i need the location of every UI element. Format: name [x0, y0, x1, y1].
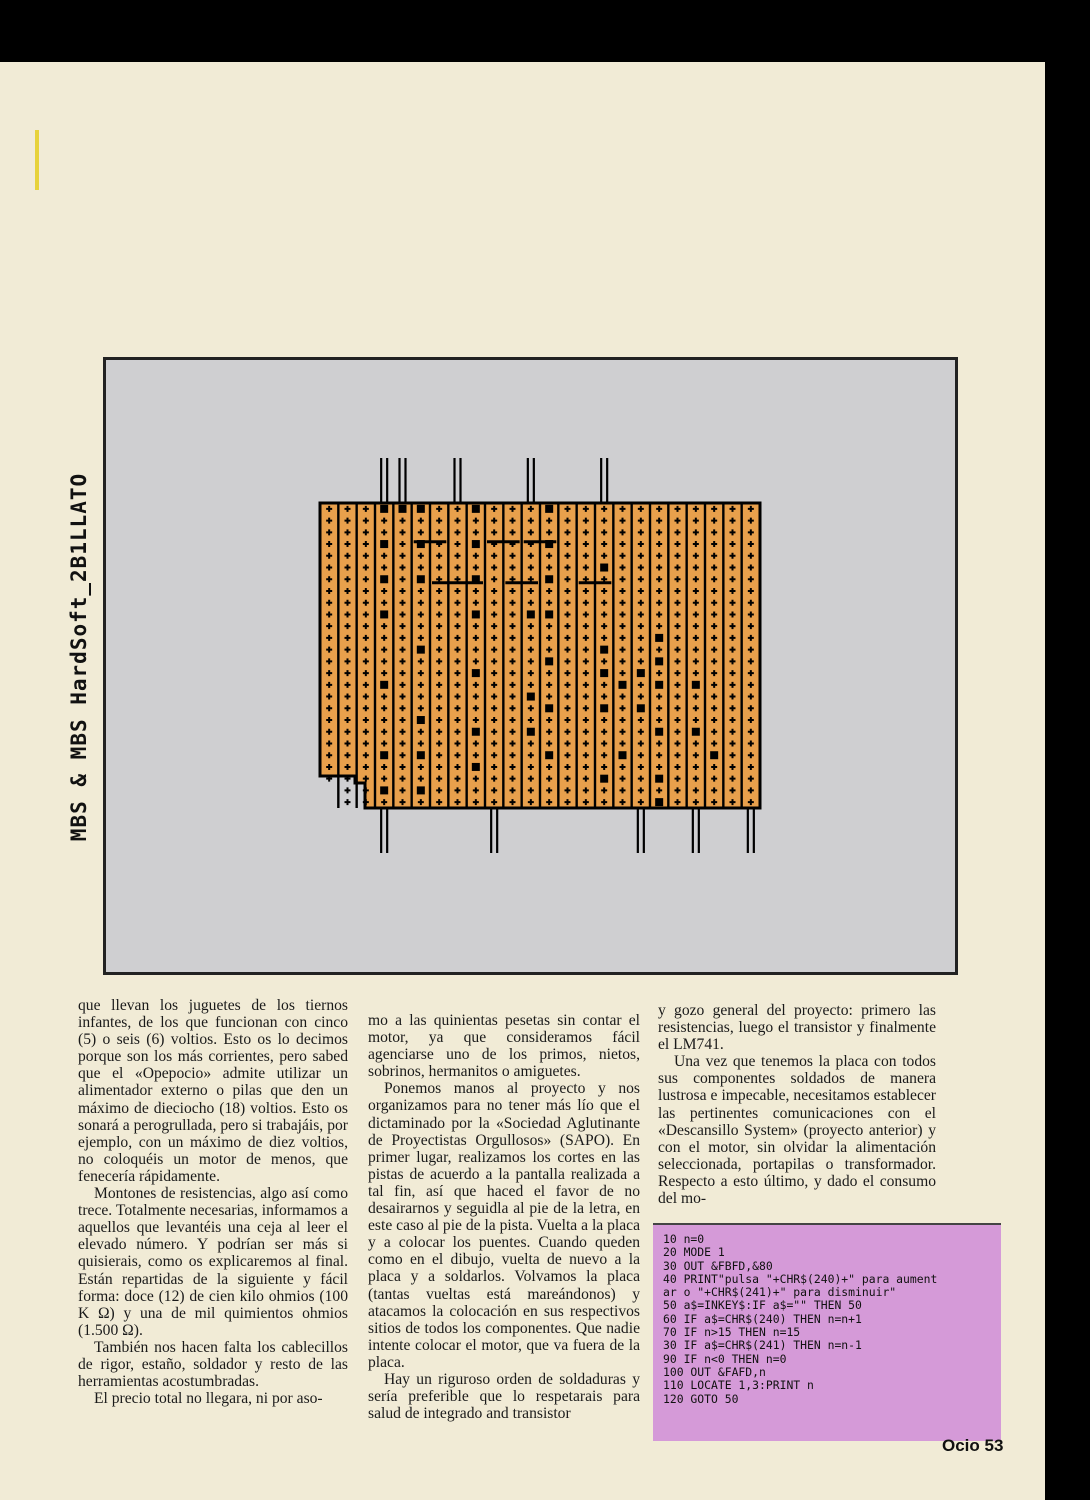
listing-line: 70 IF n>15 THEN n=15 [663, 1325, 801, 1340]
paragraph: Una vez que tenemos la placa con todos sus componentes soldados de manera lustrosa e impecable, necesitamos establecer las pertinentes comunicaciones con el «Descansillo System» (proyecto anterior) y con el motor, sin olvidar la alimentación seleccionada, portapilas o transformador. Respecto a esto último, y dado el consumo del mo- [658, 1053, 936, 1208]
paragraph: El precio total no llegara, ni por aso- [94, 1390, 323, 1408]
component-pad [692, 681, 700, 689]
listing-line: 50 a$=INKEY$:IF a$="" THEN 50 [663, 1298, 862, 1313]
component-pad [472, 728, 480, 736]
text-column-2 [368, 1012, 640, 1422]
component-pad [692, 728, 700, 736]
component-pad [380, 505, 388, 513]
component-pad [417, 505, 425, 513]
component-pad [472, 540, 480, 548]
paragraph: Hay un riguroso orden de soldaduras y sería preferible que lo respetarais para salud de integrado and transistor [368, 1370, 640, 1423]
page-folio: Ocio 53 [942, 1436, 1004, 1455]
component-pad [600, 704, 608, 712]
paragraph: Montones de resistencias, algo así como trece. Totalmente necesarias, informamos a aquellos que levantéis una ceja al leer el elevado número. Y podrían ser más si quisierais, como os explicaremos al final. Están repartidas de la siguiente y fácil forma: doce (12) de cien kilo ohmios (100 K Ω) y una de mil quimientos ohmios (1.500 Ω). [78, 1185, 348, 1339]
component-pad [417, 751, 425, 759]
code-listing [653, 1225, 1001, 1406]
paragraph: que llevan los juguetes de los tiernos infantes, de los que funcionan con cinco (5) o seis (6) voltios. Esto os lo decimos porque son los más corrientes, pero sabed que el «Opepocio» admite utilizar un alimentador externo o pilas que den un máximo de dieciocho (18) voltios. Esto os sonará a perogrullada, pero si trabajáis, por ejemplo, con un máximo de diez voltios, no coloquéis un motor de menos, que fenecería rápidamente. [78, 997, 348, 1185]
spine-color-mark [35, 130, 39, 190]
component-pad [655, 798, 663, 806]
hole-mark [345, 799, 351, 805]
listing-line: 100 OUT &FAFD,n [663, 1364, 766, 1379]
component-pad [545, 657, 553, 665]
component-pad [600, 669, 608, 677]
listing-line: ar o "+CHR$(241)+" para disminuir" [663, 1285, 897, 1300]
component-pad [472, 669, 480, 677]
component-pad [655, 681, 663, 689]
stripboard-figure [103, 357, 958, 975]
listing-line: 60 IF a$=CHR$(240) THEN n=n+1 [663, 1311, 862, 1326]
component-pad [380, 786, 388, 794]
component-pad [417, 646, 425, 654]
component-pad [655, 728, 663, 736]
listing-line: 90 IF n<0 THEN n=0 [663, 1351, 787, 1366]
component-pad [545, 505, 553, 513]
component-pad [417, 716, 425, 724]
paragraph: mo a las quinientas pesetas sin contar el motor, ya que consideramos fácil agenciarse uno de los primos, nietos, sobrinos, hermanitos o amiguetes. [368, 1012, 640, 1081]
component-pad [472, 610, 480, 618]
component-pad [545, 704, 553, 712]
component-pad [619, 681, 627, 689]
listing-line: 20 MODE 1 [663, 1245, 725, 1260]
paragraph: Ponemos manos al proyecto y nos organizamos para no tener más lío que el dictaminado por la «Sociedad Aglutinante de Proyectistas Orgullosos» (SAPO). En primer lugar, realizamos los cortes en las pistas de acuerdo a la pantalla realizada a tal fin, así que haced el favor de no desairarnos y seguidla al pie de la letra, en este caso al pie de la pista. Vuelta a la placa y a colocar los puentes. Cuando queden como en el dibujo, vuelta de nuevo a la placa y a soldarlos. Volvamos la placa (tantas vueltas está mareándonos) y atacamos la colocación en sus respectivos sitios de todos los componentes. Que nadie intente colocar el motor, que va fuera de la placa. [368, 1080, 640, 1371]
credit-text: MBS & MBS HardSoft_2B1LLATO [67, 472, 91, 842]
listing-line: 120 GOTO 50 [663, 1391, 739, 1406]
component-pad [527, 610, 535, 618]
component-pad [472, 505, 480, 513]
component-pad [417, 786, 425, 794]
component-pad [472, 763, 480, 771]
text-column-3 [658, 1002, 936, 1207]
component-pad [619, 751, 627, 759]
component-pad [655, 775, 663, 783]
component-pad [637, 704, 645, 712]
component-pad [417, 575, 425, 583]
component-pad [380, 610, 388, 618]
text-column-1 [78, 997, 348, 1407]
listing-line: 110 LOCATE 1,3:PRINT n [663, 1378, 814, 1393]
component-pad [600, 564, 608, 572]
component-pad [545, 575, 553, 583]
paragraph: y gozo general del proyecto: primero las resistencias, luego el transistor y finalmente el LM741. [658, 1002, 936, 1054]
listing-line: 10 n=0 [663, 1232, 705, 1246]
stripboard-drawing [106, 360, 955, 972]
listing-line: 40 PRINT"pulsa "+CHR$(240)+" para aument [663, 1271, 938, 1286]
listing-line: 30 IF a$=CHR$(241) THEN n=n-1 [663, 1338, 862, 1353]
component-pad [710, 751, 718, 759]
component-pad [655, 657, 663, 665]
component-pad [637, 669, 645, 677]
scan-border [1045, 62, 1090, 1500]
listing-line: 30 OUT &FBFD,&80 [663, 1258, 773, 1273]
basic-listing-box [653, 1223, 1001, 1441]
component-pad [527, 693, 535, 701]
component-pad [380, 575, 388, 583]
component-pad [545, 751, 553, 759]
figure-credit [59, 357, 99, 975]
component-pad [655, 634, 663, 642]
component-pad [380, 540, 388, 548]
component-pad [399, 505, 407, 513]
component-pad [380, 751, 388, 759]
component-pad [380, 681, 388, 689]
component-pad [600, 775, 608, 783]
component-pad [545, 610, 553, 618]
hole-mark [345, 787, 351, 793]
paragraph: También nos hacen falta los cablecillos de rigor, estaño, soldador y resto de las herramientas acostumbradas. [78, 1338, 348, 1391]
component-pad [527, 728, 535, 736]
component-pad [600, 646, 608, 654]
